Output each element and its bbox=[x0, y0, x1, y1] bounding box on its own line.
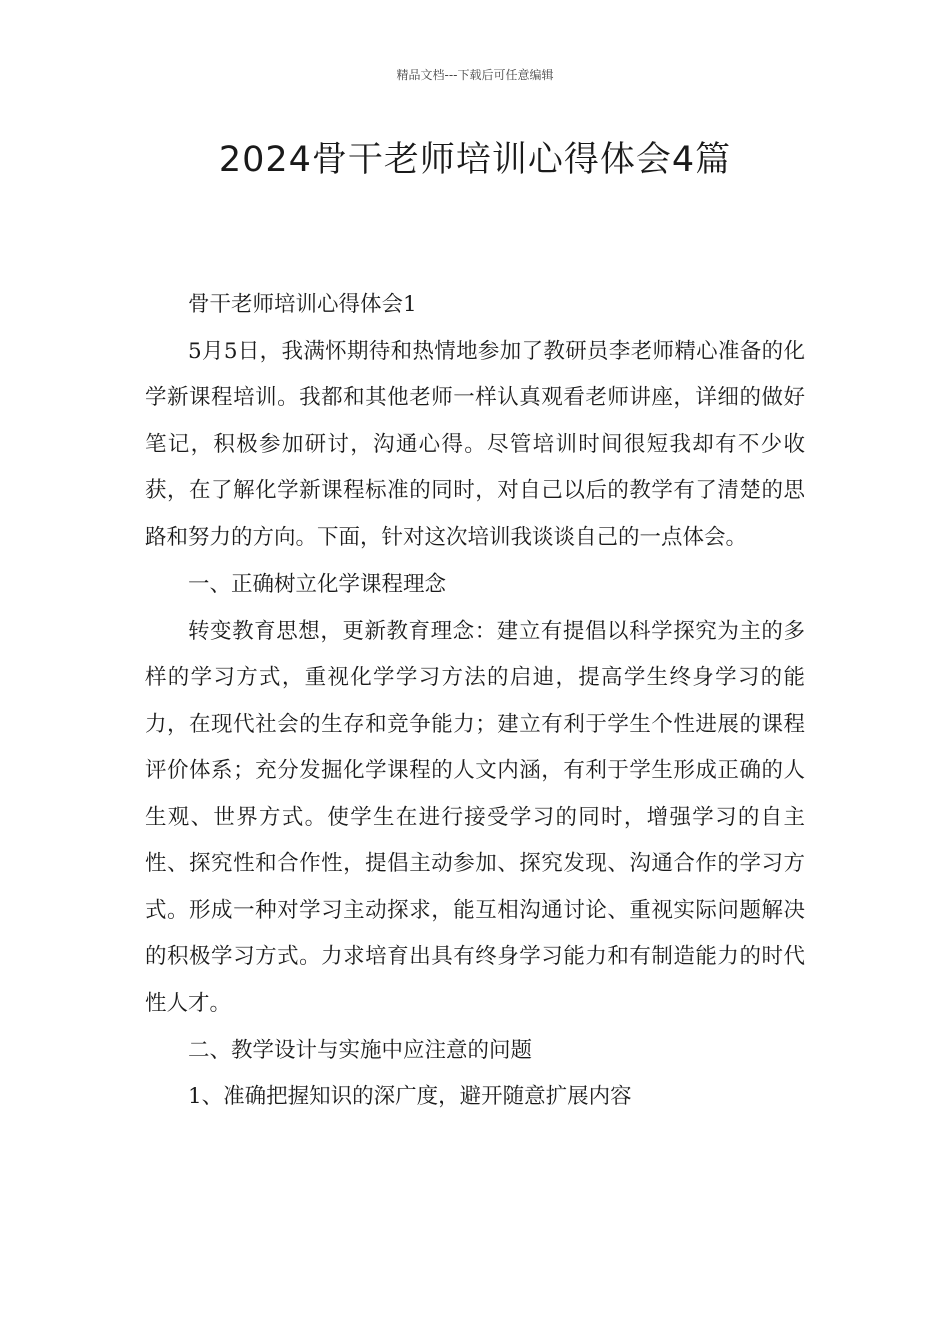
document-title: 2024骨干老师培训心得体会4篇 bbox=[218, 140, 732, 180]
paragraph-intro: 5月5日，我满怀期待和热情地参加了教研员李老师精心准备的化学新课程培训。我都和其他老师一样认真观看老师讲座，详细的做好笔记，积极参加研讨，沟通心得。尽管培训时间很短我却有不少收获，在了解化学新课程标准的同时，对自己以后的教学有了清楚的思路和努力的方向。下面，针对这次培训我谈谈自己的一点体会。 bbox=[145, 338, 805, 550]
header-note: 精品文档---下载后可任意编辑 bbox=[396, 68, 554, 82]
paragraph-concept: 转变教育思想，更新教育理念：建立有提倡以科学探究为主的多样的学习方式，重视化学学习方法的启迪，提高学生终身学习的能力，在现代社会的生存和竞争能力；建立有利于学生个性进展的课程评价体系；充分发掘化学课程的人文内涵，有利于学生形成正确的人生观、世界方式。使学生在进行接受学习的同时，增强学习的自主性、探究性和合作性，提倡主动参加、探究发现、沟通合作的学习方式。形成一种对学习主动探求，能互相沟通讨论、重视实际问题解决的积极学习方式。力求培育出具有终身学习能力和有制造能力的时代性人才。 bbox=[145, 618, 805, 1016]
subheading-knowledge-depth: 1、准确把握知识的深广度，避开随意扩展内容 bbox=[188, 1084, 632, 1110]
section-heading-concept: 一、正确树立化学课程理念 bbox=[188, 571, 447, 597]
section-heading-design: 二、教学设计与实施中应注意的问题 bbox=[188, 1037, 533, 1063]
section-heading-1: 骨干老师培训心得体会1 bbox=[188, 292, 417, 317]
document-body bbox=[145, 282, 805, 1121]
